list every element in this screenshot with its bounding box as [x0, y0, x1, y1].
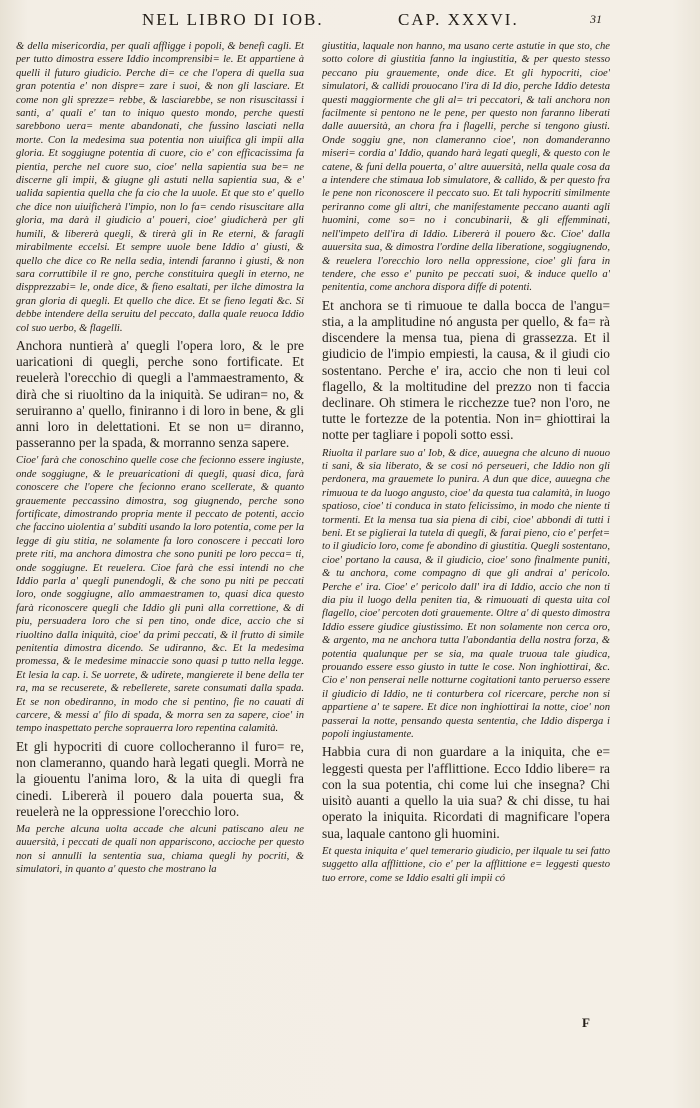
scripture-paragraph: Et anchora se ti rimuoue te dalla bocca de l'angu= stia, a la amplitudine nó angusta per quello, & fa= rà discendere la mensa tua, piena di grassezza. Et il giudicio de l'impio empiesti, la causa, & il giudi cio sostentano. Perche e' ira, accio che non ti leui col flagello, & la moltitudine del prezzo non ti faccia declinare. Oh stimera le ricchezze tue? non l'oro, ne tutte le fortezze de la potentia. Non in= ghiottirai la notte per tagliare i popoli sotto essi. — [322, 297, 610, 443]
left-column — [16, 40, 304, 1070]
commentary-paragraph: giustitia, laquale non hanno, ma usano certe astutie in que sto, che sotto colore di giustitia fanno la ingiustitia, & per questo stesso peccano piu grauemente, onde dice. Et gli hypocriti, cioe' simulatori, & callidi prouocano l'ira di Id dio, perche Iddio detesta questi maggiormente che gli al= tri peccatori, & tali anchora non facilmente si pentono ne le pene, per questo non faranno liberati dalle auuersità, an chora fra i flagelli, perche si tengono giusti. Onde soggiu gne, non clameranno cioe', non domanderanno miseri= cordia a' Iddio, quando harà legati quegli, & questo con le catene, & funi della pouerta, o' altre auuersità, nella quale cosa da a intendere che stimaua Iob simulatore, & callido, & per questo fra le pene non riconoscere il peccato suo. Et tali hypocriti similmente periranno come gli altri, che manifestamente peccano auanti agli huomini, come so= no i concubinarii, & gli effemminati, nell'impeto dell'ira di Iddio. Libererà il pouero &c. Cioe' dalla auuersita sua, & dimostra l'ordine della liberatione, soggiugnendo, & reuelera l'orecchio loro nella oppressione, cioe' gli fara in tendere, che esso e' punito pe peccati suoi, & induce quello a' penitentia, come anchora dispora diffe di potenti. — [322, 41, 610, 294]
signature-mark: F — [582, 1015, 590, 1030]
commentary-paragraph: Riuolta il parlare suo a' Iob, & dice, auuegna che alcuno di nuouo ti sani, & sia liberato, & se cosi nó perseueri, che Iddio non gli perdonera, ma grauemete lo punira. A dun que dice, auuegna che rimuoua te da luogo angusto, cioe' da questa tua calamità, in luogo spatioso, cioe' ti conduca in stato felicissimo, in modo che niente ti tormenti. Et la mensa tua sia piena di cibi, cioe' abbondi di tutti i beni. Et se piglierai la tutela di quegli, & farai pieno, cio e' perfet= to il giudicio loro, come fe abondino di giustitia. Quegli sostentano, cioe' portano la causa, & il giudicio, cioe' sono finalmente puniti, & tu anchora, come compagno di que gli andrai a' pericolo. Perche e' ira. Cioe' e' pericolo dall' ira di Iddio, accio che non ti dia piu il luogo della peniten tia, & rimuouati di questa uita col flagello, cioe' percoten doti grauemente. Oltre a' di questo dimostra Iddio essere giudice giustissimo. Et non solamente non cerca oro, & argento, ma ne anchora tutta l'abondantia della nostra forza, & potentia qualunque per se sia, ma quale truoua tale giudica, prouando essere esso giusto in tutte le cose. Non inghiottirai, &c. Cio e' non penserai nelle notturne cogitationi tanto peruerso essere il giudicio di Iddio, ne ti conturbera col ricercare, perche non si appartiene a' te sapere. Et dice non inghiottirai la notte, cioe' non passerai la notte, pensando questa sententia, che Iddio disperga i popoli ingiustamente. — [322, 447, 610, 741]
chapter-heading: CAP. XXXVI. — [398, 10, 519, 29]
commentary-paragraph: Ma perche alcuna uolta accade che alcuni patiscano aleu ne auuersità, i peccati de quali non appariscono, accioche per questo non si annulli la sententia sua, chiama quegli hy pocriti, & simulatori, in quanto a' questo che mostrano la — [16, 823, 304, 876]
scripture-paragraph: Habbia cura di non guardare a la iniquita, che e= leggesti questa per l'afflittione. Ecco Iddio libere= ra con la sua potentia, chi come lui che insegna? Chi uisitò auanti a quello la uia sua? & chi disse, tu hai operato la iniquita. Ricordati di magnificare l'opera sua, laquale cantono gli huomini. — [322, 744, 610, 841]
right-column — [322, 40, 610, 1070]
scripture-paragraph: Anchora nuntierà a' quegli l'opera loro, & le pre uaricationi di quegli, perche sono fortificate. Et reuelerà l'orecchio di quegli a l'ammaestramento, & dirà che si riuoltino da la iniquità. Se udiran= no, & seruiranno a' quello, finiranno i di loro in bene, & gli anni loro in delettationi. Et se non u= diranno, passeranno per la spada, & morranno senza sapere. — [16, 337, 304, 451]
commentary-paragraph: Et questa iniquita e' quel temerario giudicio, per ilquale tu sei fatto suggetto alla afflittione, cio e' per la afflittione e= leggesti questo tuo errore, come se Iddio esalti gli impii có — [322, 845, 610, 884]
scripture-paragraph: Et gli hypocriti di cuore collocheranno il furo= re, non clameranno, quando harà legati quegli. Morrà ne la giouentu l'anima loro, & la uita di quegli fra cinedi. Libererà il pouero dala pouerta sua, & reuelerà ne la oppressione l'orecchio loro. — [16, 738, 304, 819]
commentary-paragraph: Cioe' farà che conoschino quelle cose che fecionno essere ingiuste, onde soggiugne, & le preuaricationi di quegli, quasi dica, farà conoscere che l'opere che fecionno erano scellerate, & quanto grauemente peccassino dimostra, sog giugnendo, perche sono fortificate, dimostrando propria mente il peccato de potenti, accio che faccino uiolentia a' subditi usando la loro potentia, come per la legge di giu stitia, ne solamente fa loro conoscere i peccati loro prete riti, ma anchora dimostra che sono puniti pe loro pecca= ti, onde soggiugne. Et reuelera. Cioe farà che essi intendi no che Iddio parla a' quegli punendogli, & che sono pu niti pe peccati loro, onde soggiugne, allo ammaestramen to, quasi dica questo farà riconoscere quegli che Iddio gli punì alla correttione, & di piu, persuadera loro che si pen tino, onde dice, accio che si riuoltino dalla iniquità, cioe' da primi peccati, & il frutto di simile penitentia dimostra dicendo. Se udiranno, &c. Et la medesima promessa, & le medesime minaccie sono quasi p tutto nella legge. Et lesia la cap. i. Se uorrete, & udirete, mangierete il bene della ter ra, ma se recuserete, & rebellerete, sarete consumati dalla spada. Et se non obediranno, in modo che si pentino, fie no cauati di carcere, & messi a' filo di spada, & morra sen za sapere, cioe' in tempo inaspettato perche soprauerra loro repentina calamità. — [16, 455, 304, 735]
page-header — [0, 8, 700, 38]
folio-number: 31 — [590, 12, 602, 26]
running-title: NEL LIBRO DI IOB. — [142, 10, 324, 29]
commentary-paragraph: & della misericordia, per quali affligge i popoli, & benefi cagli. Et per tutto dimostra essere Iddio incomprensibi= le. Et appartiene à quelli il futuro giudicio. Perche di= ce che l'opera di quella sua gran potentia e' non dispre= zare i suoi, & non gli lasciare. Et come non gli sprezze= rebbe, & lasciarebbe, se non risuscitassi i santi, a' quali e' tan to iniquo questo mondo, perche questi sarebbono uera= mente abandonati, che fussino lasciati nella morte. Con la medesima sua potentia non uiuifica gli impii alla gloria. Et soggiugne potentia di cuore, cio e' con efficacissima fa pientia, perche nel cuore suo, cioe' nella sapientia sua be= ne discerne gli impii, & giugne gli astuti nella sapientia sua, & e' ualida sapientia quella che fa cio che la uuole. Et que sto e' quello che dice non uiuificherà l'impio, non lo fa= cendo risuscitare alla gloria, ma darà il giudicio a' poueri, cioe' giudicherà per gli humili, & libererà quegli, & tirerà gli in Re eterni, & faragli mirabilmente eccelsi. Et sempre uuole bene Iddio a' giusti, & quello che dice co Re nella sedia, intendi faranno i giusti, & non sara corruttibile il re gno, perche constituira quegli in eterno, ne dispprezzabi= le, onde dice, & fieno esaltati, per ilche dimostra la gran gloria di quegli. Et quello che dice. Et se fieno legati &c. Si debbe intendere della seruitu del peccato, dalla quale reuoca Iddio col suo uerbo, & flagelli. — [16, 41, 304, 334]
